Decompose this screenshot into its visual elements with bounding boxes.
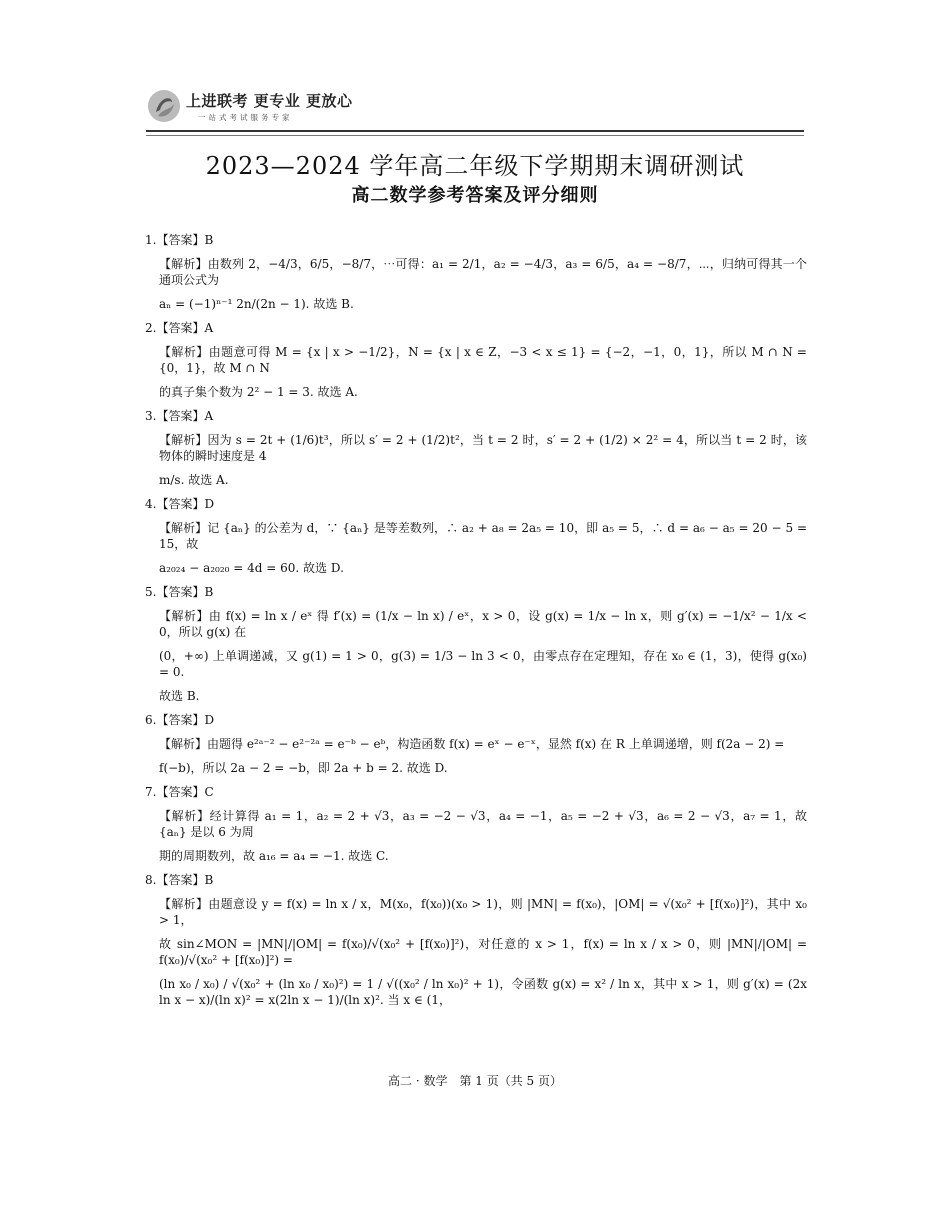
question-1 bbox=[145, 232, 807, 312]
analysis-line: (ln x₀ / x₀) / √(x₀² + (ln x₀ / x₀)²) = 1 / √((x₀² / ln x₀)² + 1)，令函数 g(x) = x² / ln x，其中 x > 1，则 g′(x) = (2x ln x − x)/(ln x)² = x(2ln x − 1)/(ln x)². 当 x ∈ (1， bbox=[159, 977, 807, 1007]
analysis-line: 故 sin∠MON = |MN|/|OM| = f(x₀)/√(x₀² + [f(x₀)]²)，对任意的 x > 1，f(x) = ln x / x > 0，则 |MN|/|OM| = f(x₀)/√(x₀² + [f(x₀)]²) = bbox=[159, 937, 807, 967]
question-5 bbox=[145, 584, 807, 704]
answer-line: 1.【答案】B bbox=[145, 233, 214, 247]
analysis-line: 【解析】因为 s = 2t + (1/6)t³，所以 s′ = 2 + (1/2)t²，当 t = 2 时，s′ = 2 + (1/2) × 2² = 4，所以当 t = 2 时，该物体的瞬时速度是 4 bbox=[159, 433, 807, 463]
answer-line: 3.【答案】A bbox=[145, 409, 214, 423]
page-footer: 高二 · 数学 第 1 页（共 5 页） bbox=[388, 1074, 562, 1088]
header-rule-thick bbox=[146, 130, 804, 132]
analysis-line: (0，+∞) 上单调递减，又 g(1) = 1 > 0，g(3) = 1/3 − ln 3 < 0，由零点存在定理知，存在 x₀ ∈ (1，3)，使得 g(x₀) = 0. bbox=[159, 649, 807, 679]
answer-line: 5.【答案】B bbox=[145, 585, 214, 599]
answer-line: 7.【答案】C bbox=[145, 785, 214, 799]
answer-line: 8.【答案】B bbox=[145, 873, 214, 887]
analysis-line: 【解析】由 f(x) = ln x / eˣ 得 f′(x) = (1/x − ln x) / eˣ，x > 0，设 g(x) = 1/x − ln x，则 g′(x) = −1/x² − 1/x < 0，所以 g(x) 在 bbox=[159, 609, 807, 639]
analysis-line: 的真子集个数为 2² − 1 = 3. 故选 A. bbox=[159, 385, 358, 399]
page-title: 2023—2024 学年高二年级下学期期末调研测试 bbox=[205, 152, 745, 180]
analysis-line: 【解析】由题意设 y = f(x) = ln x / x，M(x₀，f(x₀))(x₀ > 1)，则 |MN| = f(x₀)，|OM| = √(x₀² + [f(x₀)]²)，其中 x₀ > 1， bbox=[159, 897, 807, 927]
analysis-line: aₙ = (−1)ⁿ⁻¹ 2n/(2n − 1). 故选 B. bbox=[159, 297, 354, 311]
analysis-line: 【解析】由数列 2，−4/3，6/5，−8/7，⋯可得：a₁ = 2/1，a₂ = −4/3，a₃ = 6/5，a₄ = −8/7，⋯，归纳可得其一个通项公式为 bbox=[159, 257, 807, 287]
analysis-line: f(−b)，所以 2a − 2 = −b，即 2a + b = 2. 故选 D. bbox=[159, 761, 448, 775]
analysis-line: 期的周期数列，故 a₁₆ = a₄ = −1. 故选 C. bbox=[159, 849, 389, 863]
logo-icon bbox=[146, 88, 182, 124]
page-subtitle: 高二数学参考答案及评分细则 bbox=[351, 185, 599, 206]
question-4 bbox=[145, 496, 807, 576]
analysis-line: 故选 B. bbox=[159, 689, 200, 703]
header-rule-thin bbox=[146, 135, 804, 136]
question-2 bbox=[145, 320, 807, 400]
analysis-line: 【解析】记 {aₙ} 的公差为 d，∵ {aₙ} 是等差数列，∴ a₂ + a₈ = 2a₅ = 10，即 a₅ = 5，∴ d = a₆ − a₅ = 20 − 5 = 15，故 bbox=[159, 521, 807, 551]
analysis-line: a₂₀₂₄ − a₂₀₂₀ = 4d = 60. 故选 D. bbox=[159, 561, 344, 575]
analysis-line: 【解析】经计算得 a₁ = 1，a₂ = 2 + √3，a₃ = −2 − √3，a₄ = −1，a₅ = −2 + √3，a₆ = 2 − √3，a₇ = 1，故 {aₙ} 是以 6 为周 bbox=[159, 809, 807, 839]
question-6 bbox=[145, 712, 807, 776]
analysis-line: m/s. 故选 A. bbox=[159, 473, 229, 487]
answer-content bbox=[145, 232, 807, 1016]
brand-tagline: 一站式考试服务专家 bbox=[198, 113, 293, 122]
brand-slogan: 上进联考 更专业 更放心 bbox=[186, 92, 353, 110]
analysis-line: 【解析】由题得 e²ᵃ⁻² − e²⁻²ᵃ = e⁻ᵇ − eᵇ，构造函数 f(x) = eˣ − e⁻ˣ，显然 f(x) 在 R 上单调递增，则 f(2a − 2) = bbox=[159, 737, 785, 751]
header bbox=[146, 88, 806, 134]
analysis-line: 【解析】由题意可得 M = {x | x > −1/2}，N = {x | x ∈ Z，−3 < x ≤ 1} = {−2，−1，0，1}，所以 M ∩ N = {0，1}，故 M ∩ N bbox=[159, 345, 807, 375]
answer-line: 2.【答案】A bbox=[145, 321, 214, 335]
question-3 bbox=[145, 408, 807, 488]
answer-line: 6.【答案】D bbox=[145, 713, 215, 727]
question-8 bbox=[145, 872, 807, 1008]
question-7 bbox=[145, 784, 807, 864]
answer-line: 4.【答案】D bbox=[145, 497, 215, 511]
